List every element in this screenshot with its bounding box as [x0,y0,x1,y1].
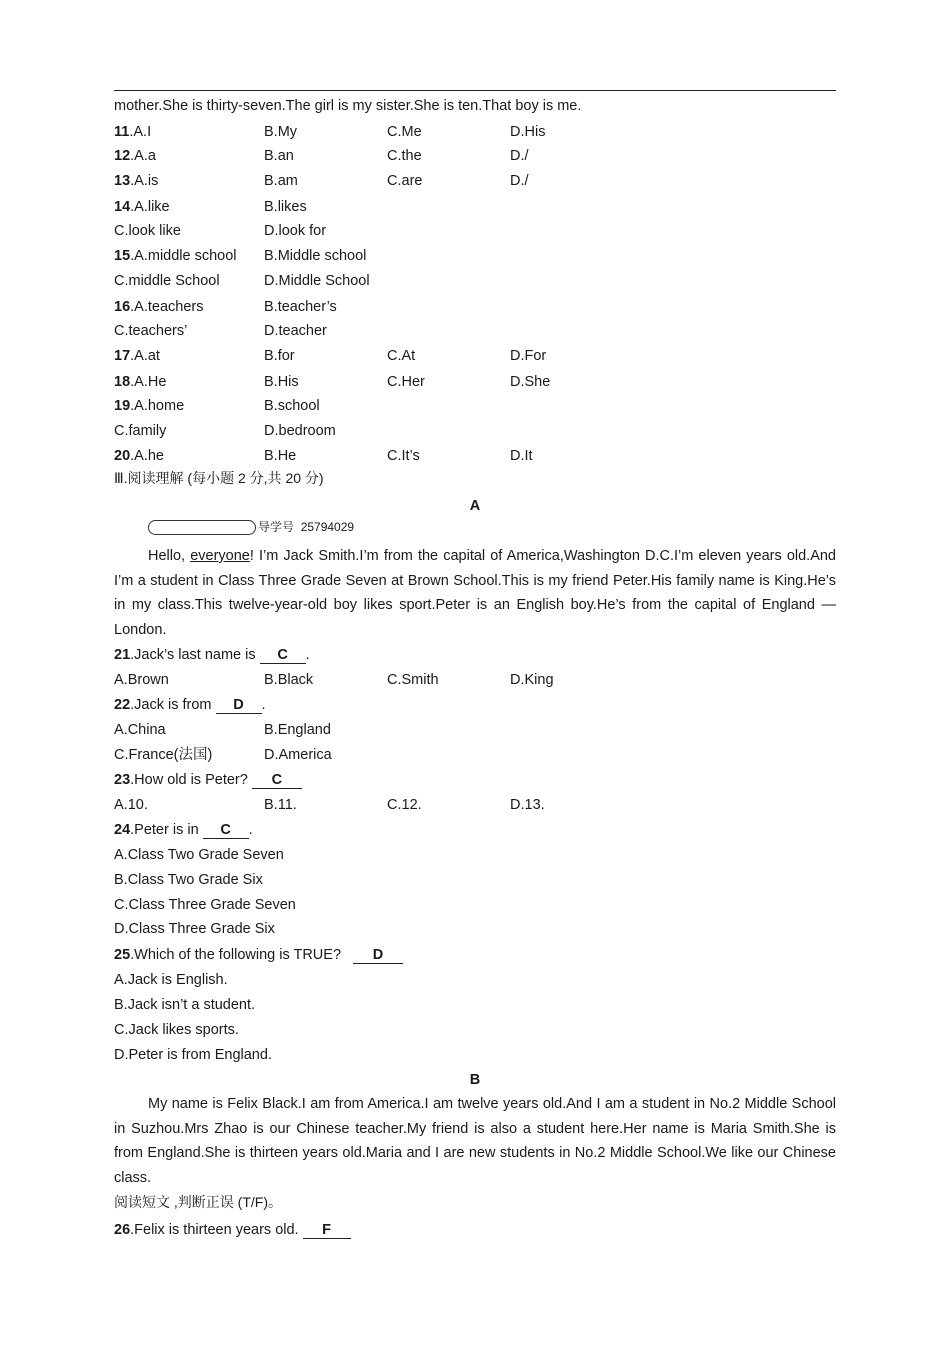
q21-option-b: B.Black [264,672,314,688]
q22-option-a: A.China [114,722,166,738]
q19-option-d: D.bedroom [264,423,336,439]
q25-option-b: B.Jack isn’t a student. [114,997,256,1013]
q12-option-a: 12.A.a [114,148,156,164]
q20-option-a: 20.A.he [114,448,164,464]
q18-option-a: 18.A.He [114,374,167,390]
tf-instruction: 阅读短文 ,判断正误 (T/F)。 [114,1194,282,1210]
q16-option-c: C.teachers’ [114,323,188,339]
q12-option-c: C.the [387,148,422,164]
q11-option-a: 11.A.I [114,124,152,140]
q21-option-d: D.King [510,672,554,688]
q22-option-d: D.America [264,747,332,763]
q17-option-b: B.for [264,348,295,364]
q14-option-d: D.look for [264,223,327,239]
q14-option-c: C.look like [114,223,181,239]
q23-option-a: A.10. [114,797,148,813]
q16-option-a: 16.A.teachers [114,299,204,315]
q17-option-a: 17.A.at [114,348,160,364]
q22-answer: D [216,698,262,714]
passage-a-label: A [469,498,481,514]
q20-option-d: D.It [510,448,533,464]
q22-stem: 22.Jack is from D . [114,697,266,713]
q11-option-d: D.His [510,124,546,140]
q25-option-a: A.Jack is English. [114,972,228,988]
q15-option-d: D.Middle School [264,273,370,289]
q12-option-b: B.an [264,148,294,164]
q14-option-b: B.likes [264,199,307,215]
q24-option-c: C.Class Three Grade Seven [114,897,296,913]
q22-option-b: B.England [264,722,331,738]
passage-a-text: Hello, everyone! I’m Jack Smith.I’m from the capital of America,Washington D.C.I’m eleven years old.And I’m a student in Class Three Grade Seven at Brown School.This is my friend Peter.His family name is King.He’s in my class.This twelve-year-old boy likes sport.Peter is an English boy.He’s from the capital of England — London. [114,548,836,639]
q21-answer: C [260,648,306,664]
guide-box [148,520,256,535]
q23-option-b: B.11. [264,797,297,813]
q24-option-a: A.Class Two Grade Seven [114,847,284,863]
q20-option-c: C.It’s [387,448,420,464]
q21-stem: 21.Jack’s last name is C . [114,647,310,663]
q18-option-b: B.His [264,374,299,390]
passage-b-text: My name is Felix Black.I am from America.I am twelve years old.And I am a student in No.2 Middle School in Suzhou.Mrs Zhao is our Chinese teacher.My friend is also a student here.Her name is Maria Smith.She is from England.She is thirteen years old.Maria and I are new students in No.2 Middle School.We like our Chinese class. [114,1096,836,1187]
q11-option-c: C.Me [387,124,422,140]
q24-option-d: D.Class Three Grade Six [114,921,275,937]
q16-option-d: D.teacher [264,323,327,339]
q15-option-c: C.middle School [114,273,220,289]
q17-option-d: D.For [510,348,547,364]
q19-option-a: 19.A.home [114,398,185,414]
q22-option-c: C.France(法国) [114,747,213,763]
q25-option-c: C.Jack likes sports. [114,1022,239,1038]
q14-option-a: 14.A.like [114,199,170,215]
q13-option-c: C.are [387,173,423,189]
q15-option-a: 15.A.middle school [114,248,237,264]
q24-stem: 24.Peter is in C . [114,822,253,838]
q11-option-b: B.My [264,124,298,140]
q26-stem: 26.Felix is thirteen years old. F [114,1221,351,1239]
q18-option-c: C.Her [387,374,425,390]
q12-option-d: D./ [510,148,529,164]
q23-answer: C [252,773,302,789]
section-heading: Ⅲ.阅读理解 (每小题 2 分,共 20 分) [114,470,324,486]
q19-option-c: C.family [114,423,167,439]
q17-option-c: C.At [387,348,416,364]
q25-stem: 25.Which of the following is TRUE? D [114,946,403,964]
q26-answer: F [303,1223,351,1239]
q23-stem: 23.How old is Peter? C [114,771,302,789]
q23-option-c: C.12. [387,797,422,813]
q13-option-d: D./ [510,173,529,189]
q24-option-b: B.Class Two Grade Six [114,872,263,888]
q20-option-b: B.He [264,448,297,464]
q24-answer: C [203,823,249,839]
q18-option-d: D.She [510,374,551,390]
guide-number: 导学号 25794029 [148,518,354,536]
passage-b-label: B [469,1072,481,1088]
q15-option-b: B.Middle school [264,248,367,264]
q21-option-a: A.Brown [114,672,169,688]
q23-option-d: D.13. [510,797,545,813]
q25-answer: D [353,948,403,964]
q19-option-b: B.school [264,398,320,414]
q13-option-a: 13.A.is [114,173,159,189]
q25-option-d: D.Peter is from England. [114,1047,272,1063]
passage-continuation: mother.She is thirty-seven.The girl is my sister.She is ten.That boy is me. [114,98,582,114]
q16-option-b: B.teacher’s [264,299,337,315]
q13-option-b: B.am [264,173,298,189]
header-rule [114,90,836,91]
q21-option-c: C.Smith [387,672,439,688]
